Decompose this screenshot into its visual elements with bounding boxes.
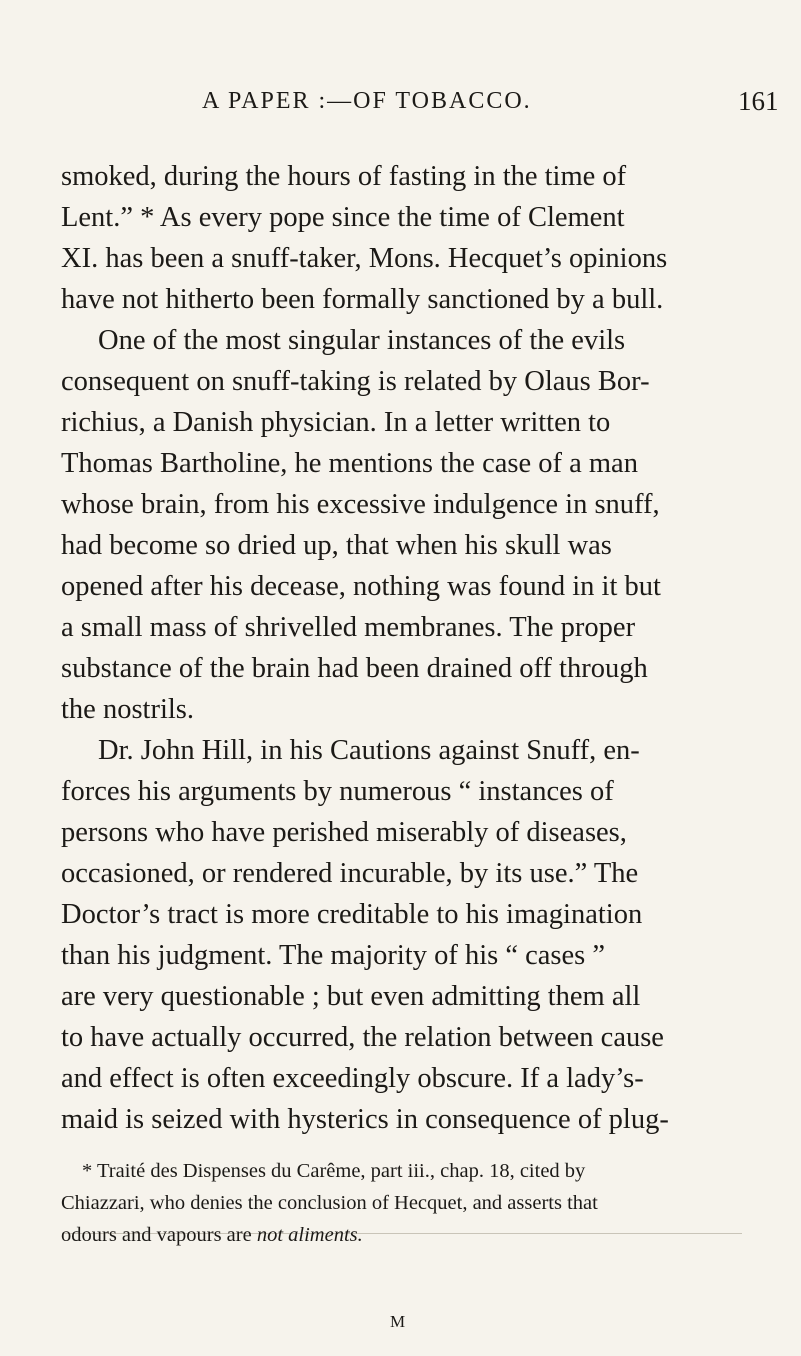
signature-mark: M xyxy=(390,1312,406,1331)
text-line: had become so dried up, that when his skull was xyxy=(61,530,612,561)
text-line: occasioned, or rendered incurable, by its use.” The xyxy=(61,858,639,889)
text-line: Dr. John Hill, in his Cautions against Snuff, en- xyxy=(98,735,640,766)
page-header xyxy=(0,88,801,128)
text-line: maid is seized with hysterics in consequence of plug- xyxy=(61,1104,669,1135)
page-number: 161 xyxy=(738,86,779,116)
text-line: richius, a Danish physician. In a letter written to xyxy=(61,407,611,438)
text-line: whose brain, from his excessive indulgence in snuff, xyxy=(61,489,660,520)
text-line: Lent.” * As every pope since the time of Clement xyxy=(61,202,625,233)
running-head: A PAPER :—OF TOBACCO. xyxy=(202,88,532,114)
text-line: Thomas Bartholine, he mentions the case of a man xyxy=(61,448,638,479)
text-line: smoked, during the hours of fasting in the time of xyxy=(61,161,627,192)
text-line: than his judgment. The majority of his “ cases ” xyxy=(61,940,606,971)
text-line: are very questionable ; but even admitting them all xyxy=(61,981,641,1012)
text-line: Doctor’s tract is more creditable to his imagination xyxy=(61,899,643,930)
footnote-text: odours and vapours are xyxy=(61,1224,257,1246)
footnote-line: Chiazzari, who denies the conclusion of Hecquet, and asserts that xyxy=(61,1192,598,1214)
footnote-italic-text: not aliments. xyxy=(256,1224,363,1246)
text-line: persons who have perished miserably of diseases, xyxy=(61,817,627,848)
text-line: to have actually occurred, the relation between cause xyxy=(61,1022,664,1053)
text-line: One of the most singular instances of the evils xyxy=(98,325,626,356)
footnote-line: * Traité des Dispenses du Carême, part iii., chap. 18, cited by xyxy=(82,1160,586,1182)
text-line: XI. has been a snuff-taker, Mons. Hecquet’s opinions xyxy=(61,243,668,274)
text-line: the nostrils. xyxy=(61,694,194,725)
text-line: have not hitherto been formally sanctioned by a bull. xyxy=(61,284,664,315)
text-line: and effect is often exceedingly obscure. If a lady’s- xyxy=(61,1063,644,1094)
text-line: a small mass of shrivelled membranes. The proper xyxy=(61,612,636,643)
text-line: consequent on snuff-taking is related by Olaus Bor- xyxy=(61,366,650,397)
text-line: forces his arguments by numerous “ instances of xyxy=(61,776,614,807)
text-line: substance of the brain had been drained off through xyxy=(61,653,648,684)
footnote-line xyxy=(61,1220,363,1250)
text-line: opened after his decease, nothing was found in it but xyxy=(61,571,661,602)
